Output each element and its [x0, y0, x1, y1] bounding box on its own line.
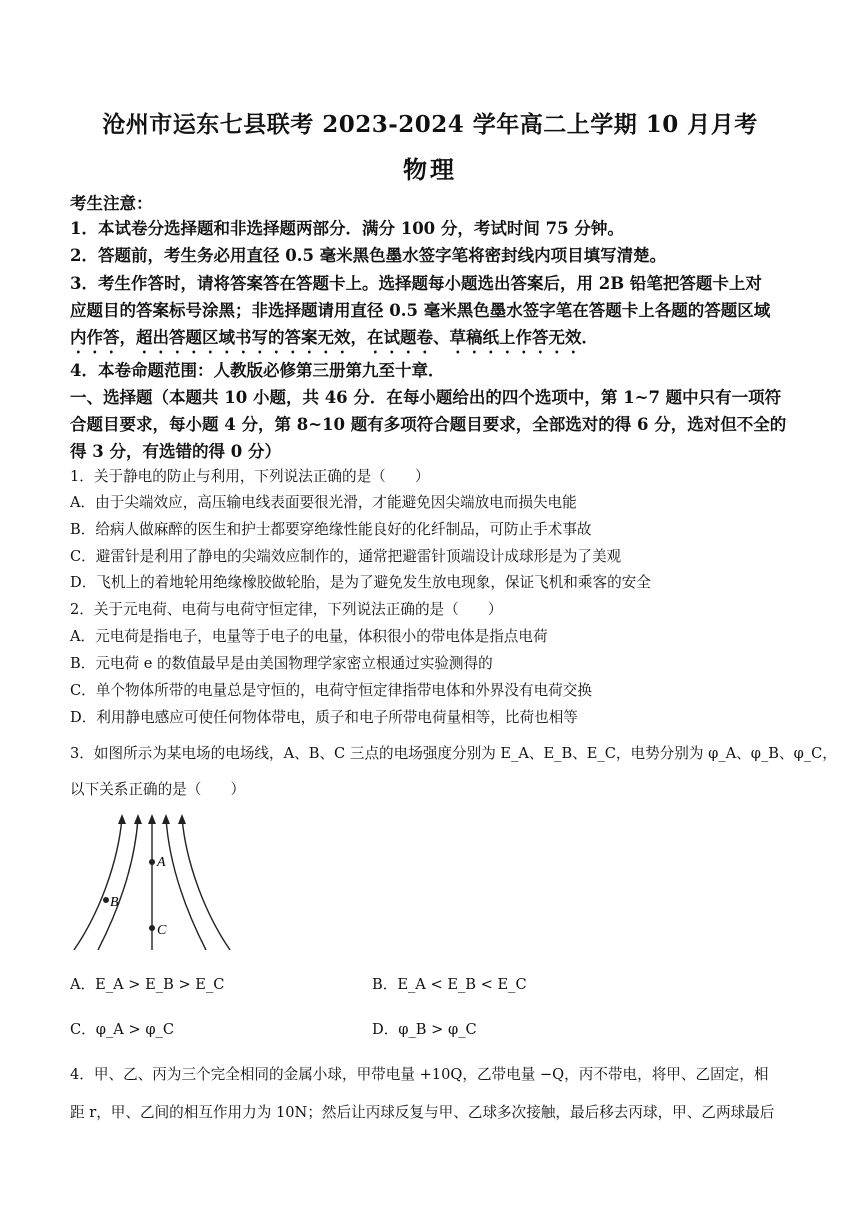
question-1-option: D．飞机上的着地轮用绝缘橡胶做轮胎，是为了避免发生放电现象，保证飞机和乘客的安全	[70, 574, 651, 591]
point-a-dot	[149, 859, 155, 865]
point-c-label: C	[157, 923, 167, 938]
point-b-label: B	[110, 895, 119, 910]
question-3-option: A．E_A > E_B > E_C	[70, 976, 225, 993]
question-2-option: C．单个物体所带的电量总是守恒的，电荷守恒定律指带电体和外界没有电荷交换	[70, 682, 592, 699]
point-b-dot	[103, 897, 109, 903]
notice-item: 3．考生作答时，请将答案答在答题卡上。选择题每小题选出答案后，用 2B 铅笔把答题卡上对	[70, 274, 762, 293]
question-3-option: B．E_A < E_B < E_C	[372, 976, 527, 993]
section-instruction: 一、选择题（本题共 10 小题，共 46 分．在每小题给出的四个选项中，第 1~7 题中只有一项符	[70, 388, 782, 407]
section-instruction: 得 3 分，有选错的得 0 分）	[70, 442, 281, 461]
question-1-option: B．给病人做麻醉的医生和护士都要穿绝缘性能良好的化纤制品，可防止手术事故	[70, 521, 592, 538]
field-line	[166, 818, 206, 950]
point-a-label: A	[157, 855, 166, 870]
field-line	[182, 818, 230, 950]
question-2-option: A．元电荷是指电子，电量等于电子的电量，体积很小的带电体是指点电荷	[70, 628, 548, 645]
question-3-stem-cont: 以下关系正确的是（ ）	[70, 781, 246, 798]
section-instruction: 合题目要求，每小题 4 分，第 8~10 题有多项符合题目要求，全部选对的得 6 分，选对但不全的	[70, 415, 787, 434]
electric-field-lines-figure	[70, 812, 235, 952]
field-line	[98, 818, 138, 950]
notice-item: 内作答，超出答题区域书写的答案无效，在试题卷、草稿纸上作答无效．	[70, 328, 598, 347]
question-4-stem-cont: 距 r，甲、乙间的相互作用力为 10N；然后让丙球反复与甲、乙球多次接触，最后移去丙球，甲、乙两球最后	[70, 1104, 775, 1121]
question-3-option: C．φ_A > φ_C	[70, 1021, 175, 1038]
question-4-stem: 4．甲、乙、丙为三个完全相同的金属小球，甲带电量 +10Q，乙带电量 −Q，丙不带电，将甲、乙固定，相	[70, 1066, 769, 1083]
question-1-option: A．由于尖端效应，高压输电线表面要很光滑，才能避免因尖端放电而损失电能	[70, 494, 577, 511]
question-1-option: C．避雷针是利用了静电的尖端效应制作的，通常把避雷针顶端设计成球形是为了美观	[70, 548, 622, 565]
notice-item: 应题目的答案标号涂黑；非选择题请用直径 0.5 毫米黑色墨水签字笔在答题卡上各题的答题区域	[70, 301, 771, 320]
notice-item: 4．本卷命题范围：人教版必修第三册第九至十章．	[70, 361, 445, 380]
notice-item: 1．本试卷分选择题和非选择题两部分．满分 100 分，考试时间 75 分钟。	[70, 219, 624, 238]
question-3-stem: 3．如图所示为某电场的电场线，A、B、C 三点的电场强度分别为 E_A、E_B、E_C，电势分别为 φ_A、φ_B、φ_C，	[70, 745, 837, 762]
question-2-option: D．利用静电感应可使任何物体带电，质子和电子所带电荷量相等，比荷也相等	[70, 709, 578, 726]
exam-title: 沧州市运东七县联考 2023-2024 学年高二上学期 10 月月考	[102, 111, 758, 138]
notice-item: 2．答题前，考生务必用直径 0.5 毫米黑色墨水签字笔将密封线内项目填写清楚。	[70, 246, 667, 265]
field-line	[74, 818, 122, 950]
question-1-stem: 1．关于静电的防止与利用，下列说法正确的是（ ）	[70, 468, 430, 485]
point-c-dot	[149, 925, 155, 931]
question-2-option: B．元电荷 e 的数值最早是由美国物理学家密立根通过实验测得的	[70, 655, 493, 672]
question-3-option: D．φ_B > φ_C	[372, 1021, 477, 1038]
notice-heading: 考生注意：	[70, 194, 153, 213]
subject-title: 物理	[403, 155, 457, 184]
question-2-stem: 2．关于元电荷、电荷与电荷守恒定律，下列说法正确的是（ ）	[70, 601, 503, 618]
